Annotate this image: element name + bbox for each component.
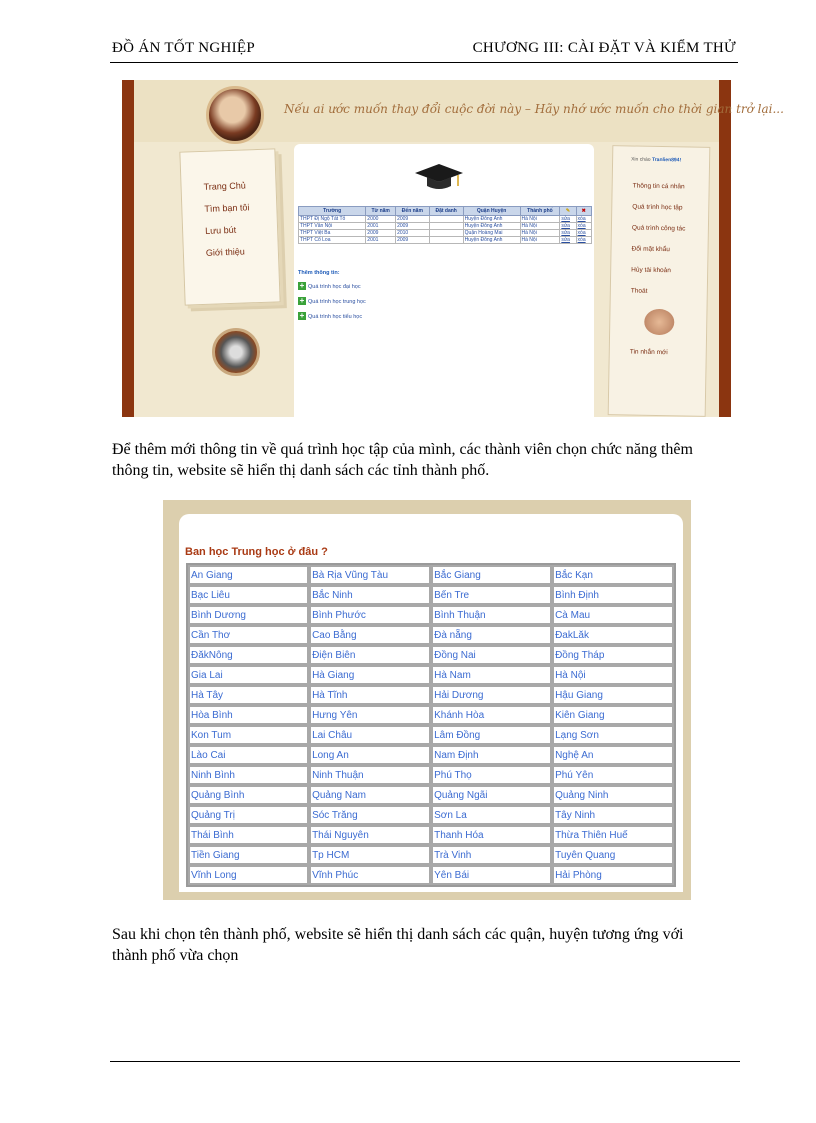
- edit-link[interactable]: sửa: [560, 237, 576, 244]
- school-cell: 2001: [366, 223, 396, 230]
- province-title: Ban học Trung học ở đâu ?: [185, 546, 328, 558]
- school-cell: THPT Đị Ngộ Tất Tố: [299, 216, 366, 223]
- province-link[interactable]: Quảng Bình: [188, 785, 309, 805]
- menu-study-history[interactable]: Quá trình học tập: [632, 203, 683, 212]
- province-link[interactable]: Phú Yên: [552, 765, 674, 785]
- menu-item-home[interactable]: Trang Chủ: [203, 180, 246, 192]
- province-row: [188, 865, 674, 885]
- province-link[interactable]: Bà Rịa Vũng Tàu: [309, 565, 431, 585]
- province-link[interactable]: Tây Ninh: [552, 805, 674, 825]
- province-link[interactable]: Lai Châu: [309, 725, 431, 745]
- edit-pencil-icon: ✎: [560, 207, 576, 216]
- province-link[interactable]: Gia Lai: [188, 665, 309, 685]
- school-row: [299, 216, 592, 223]
- province-link[interactable]: Thanh Hóa: [431, 825, 552, 845]
- header-left: ĐỒ ÁN TỐT NGHIỆP: [112, 40, 255, 56]
- school-cell: 2000: [366, 216, 396, 223]
- province-link[interactable]: Bình Định: [552, 585, 674, 605]
- school-cell: 2009: [366, 230, 396, 237]
- handshake-icon: [644, 309, 674, 336]
- school-row: [299, 237, 592, 244]
- province-link[interactable]: Lạng Sơn: [552, 725, 674, 745]
- delete-link[interactable]: xóa: [576, 223, 591, 230]
- site-body: [134, 80, 784, 417]
- delete-x-icon: ✖: [576, 207, 591, 216]
- profile-screenshot: [122, 80, 784, 417]
- school-cell: Huyện Đông Anh: [463, 216, 520, 223]
- province-link[interactable]: Thái Bình: [188, 825, 309, 845]
- province-link[interactable]: Cao Bằng: [309, 625, 431, 645]
- school-cell: Hà Nội: [520, 216, 560, 223]
- menu-personal-info[interactable]: Thông tin cá nhân: [632, 182, 685, 191]
- province-link[interactable]: Sóc Trăng: [309, 805, 431, 825]
- school-cell: Hà Nội: [520, 237, 560, 244]
- province-link[interactable]: Vĩnh Phúc: [309, 865, 431, 885]
- province-link[interactable]: Bình Dương: [188, 605, 309, 625]
- menu-logout[interactable]: Thoát: [630, 287, 648, 295]
- province-link[interactable]: Hải Phòng: [552, 865, 674, 885]
- school-cell: Quận Hoàng Mai: [463, 230, 520, 237]
- province-link[interactable]: Bến Tre: [431, 585, 552, 605]
- province-row: [188, 785, 674, 805]
- province-link[interactable]: Ninh Bình: [188, 765, 309, 785]
- province-link[interactable]: Đồng Nai: [431, 645, 552, 665]
- add-info-section: [298, 270, 366, 327]
- school-cell: 2009: [396, 223, 430, 230]
- school-cell: [429, 237, 463, 244]
- paragraph-1: Để thêm mới thông tin về quá trình học tập của mình, các thành viên chọn chức năng thêm thông tin, website sẽ hiển thị danh sách các tỉnh thành phố.: [112, 441, 693, 479]
- province-link[interactable]: Bắc Kạn: [552, 565, 674, 585]
- province-link[interactable]: ĐăkNông: [188, 645, 309, 665]
- province-row: [188, 765, 674, 785]
- province-row: [188, 745, 674, 765]
- province-link[interactable]: Tp HCM: [309, 845, 431, 865]
- province-row: [188, 665, 674, 685]
- banner-tagline: Nếu ai ước muốn thay đổi cuộc đời này – Hãy nhớ ước muốn cho thời gian trở lại...: [284, 102, 784, 116]
- school-cell: 2010: [396, 230, 430, 237]
- province-link[interactable]: Nghệ An: [552, 745, 674, 765]
- province-link[interactable]: Đà nẵng: [431, 625, 552, 645]
- province-link[interactable]: Lào Cai: [188, 745, 309, 765]
- province-link[interactable]: Kon Tum: [188, 725, 309, 745]
- plus-icon: +: [299, 296, 305, 305]
- province-link[interactable]: Trà Vinh: [431, 845, 552, 865]
- province-row: [188, 625, 674, 645]
- province-link[interactable]: Hà Nam: [431, 665, 552, 685]
- edit-link[interactable]: sửa: [560, 223, 576, 230]
- add-university-link[interactable]: + Quá trình học đại học: [299, 281, 361, 290]
- province-row: [188, 805, 674, 825]
- school-cell: Hà Nội: [520, 230, 560, 237]
- province-row: [188, 685, 674, 705]
- school-table: [298, 206, 592, 244]
- province-link[interactable]: Cần Thơ: [188, 625, 309, 645]
- province-link[interactable]: Lâm Đồng: [431, 725, 552, 745]
- province-link[interactable]: Hà Giang: [309, 665, 431, 685]
- footer-rule: [110, 1061, 740, 1062]
- province-link[interactable]: Bình Thuận: [431, 605, 552, 625]
- col-from-year: Từ năm: [366, 207, 396, 216]
- menu-work-history[interactable]: Quá trình công tác: [631, 224, 686, 233]
- province-link[interactable]: Kiên Giang: [552, 705, 674, 725]
- province-link[interactable]: Đồng Tháp: [552, 645, 674, 665]
- school-cell: Hà Nội: [520, 223, 560, 230]
- province-screenshot: [163, 500, 691, 900]
- province-link[interactable]: Phú Thọ: [431, 765, 552, 785]
- right-menu: [608, 145, 711, 417]
- header-right: CHƯƠNG III: CÀI ĐẶT VÀ KIỂM THỬ: [472, 40, 736, 56]
- school-cell: Huyện Đông Anh: [463, 237, 520, 244]
- add-primary-link[interactable]: + Quá trình học tiểu học: [299, 311, 363, 320]
- province-row: [188, 565, 674, 585]
- province-link[interactable]: An Giang: [188, 565, 309, 585]
- province-link[interactable]: Yên Bái: [431, 865, 552, 885]
- school-cell: [429, 223, 463, 230]
- left-menu: [179, 148, 280, 305]
- menu-new-messages[interactable]: Tin nhắn mới: [629, 348, 668, 357]
- province-link[interactable]: Tiền Giang: [188, 845, 309, 865]
- province-link[interactable]: Hà Nội: [552, 665, 674, 685]
- province-link[interactable]: Nam Định: [431, 745, 552, 765]
- school-cell: [429, 230, 463, 237]
- province-link[interactable]: Quảng Nam: [309, 785, 431, 805]
- province-row: [188, 825, 674, 845]
- school-row: [299, 223, 592, 230]
- col-to-year: Đến năm: [396, 207, 430, 216]
- province-row: [188, 585, 674, 605]
- province-link[interactable]: Ninh Thuận: [309, 765, 431, 785]
- site-banner: [134, 80, 784, 142]
- province-link[interactable]: Long An: [309, 745, 431, 765]
- col-city: Thành phố: [520, 207, 560, 216]
- delete-link[interactable]: xóa: [576, 230, 591, 237]
- school-row: [299, 230, 592, 237]
- province-link[interactable]: Hà Tây: [188, 685, 309, 705]
- delete-link[interactable]: xóa: [576, 237, 591, 244]
- menu-item-guestbook[interactable]: Lưu bút: [204, 224, 237, 236]
- province-link[interactable]: Điện Biên: [309, 645, 431, 665]
- school-cell: 2009: [396, 216, 430, 223]
- school-cell: THPT Vân Nội: [299, 223, 366, 230]
- plus-icon: +: [299, 311, 305, 320]
- header-rule: [110, 62, 738, 63]
- province-link[interactable]: Bắc Giang: [431, 565, 552, 585]
- province-row: [188, 645, 674, 665]
- province-link[interactable]: Quảng Ninh: [552, 785, 674, 805]
- delete-link[interactable]: xóa: [576, 216, 591, 223]
- school-cell: Huyện Đông Anh: [463, 223, 520, 230]
- paragraph-2: Sau khi chọn tên thành phố, website sẽ hiển thị danh sách các quận, huyện tương ứng với thành phố vừa chọn: [112, 926, 684, 964]
- province-link[interactable]: Thái Nguyên: [309, 825, 431, 845]
- edit-link[interactable]: sửa: [560, 216, 576, 223]
- province-link[interactable]: Thừa Thiên Huế: [552, 825, 674, 845]
- province-row: [188, 705, 674, 725]
- province-grid: [186, 563, 676, 887]
- province-link[interactable]: Tuyên Quang: [552, 845, 674, 865]
- menu-delete-account[interactable]: Hủy tài khoản: [631, 266, 671, 275]
- add-info-title: Thêm thông tin:: [298, 270, 340, 276]
- group-photo: [212, 328, 260, 376]
- col-school: Trường: [299, 207, 366, 216]
- province-link[interactable]: Bình Phước: [309, 605, 431, 625]
- province-link[interactable]: Hậu Giang: [552, 685, 674, 705]
- menu-item-about[interactable]: Giới thiệu: [205, 246, 245, 258]
- province-link[interactable]: Quảng Trị: [188, 805, 309, 825]
- col-district: Quận Huyện: [463, 207, 520, 216]
- province-link[interactable]: Vĩnh Long: [188, 865, 309, 885]
- school-cell: THPT Việt Ba: [299, 230, 366, 237]
- province-link[interactable]: Bạc Liêu: [188, 585, 309, 605]
- province-link[interactable]: ĐakLăk: [552, 625, 674, 645]
- content-panel: [294, 144, 594, 417]
- province-panel: [179, 514, 683, 892]
- edit-link[interactable]: sửa: [560, 230, 576, 237]
- banner-photo: [206, 86, 264, 144]
- province-link[interactable]: Hà Tĩnh: [309, 685, 431, 705]
- province-link[interactable]: Bắc Ninh: [309, 585, 431, 605]
- province-link[interactable]: Hải Dương: [431, 685, 552, 705]
- menu-change-password[interactable]: Đổi mật khẩu: [631, 245, 670, 254]
- province-row: [188, 725, 674, 745]
- province-link[interactable]: Sơn La: [431, 805, 552, 825]
- school-cell: 2001: [366, 237, 396, 244]
- province-row: [188, 605, 674, 625]
- school-cell: THPT Cổ Loa: [299, 237, 366, 244]
- school-cell: [429, 216, 463, 223]
- province-link[interactable]: Hòa Bình: [188, 705, 309, 725]
- add-highschool-link[interactable]: + Quá trình học trung học: [299, 296, 366, 305]
- col-nickname: Đặt danh: [429, 207, 463, 216]
- school-cell: 2009: [396, 237, 430, 244]
- menu-item-find-friend[interactable]: Tìm bạn tôi: [204, 202, 250, 214]
- province-link[interactable]: Hưng Yên: [309, 705, 431, 725]
- greeting: Xin chào Tranlien894!: [631, 156, 682, 164]
- graduation-cap-icon: [414, 162, 464, 192]
- province-link[interactable]: Quảng Ngãi: [431, 785, 552, 805]
- province-row: [188, 845, 674, 865]
- province-link[interactable]: Khánh Hòa: [431, 705, 552, 725]
- province-link[interactable]: Cà Mau: [552, 605, 674, 625]
- plus-icon: +: [299, 281, 305, 290]
